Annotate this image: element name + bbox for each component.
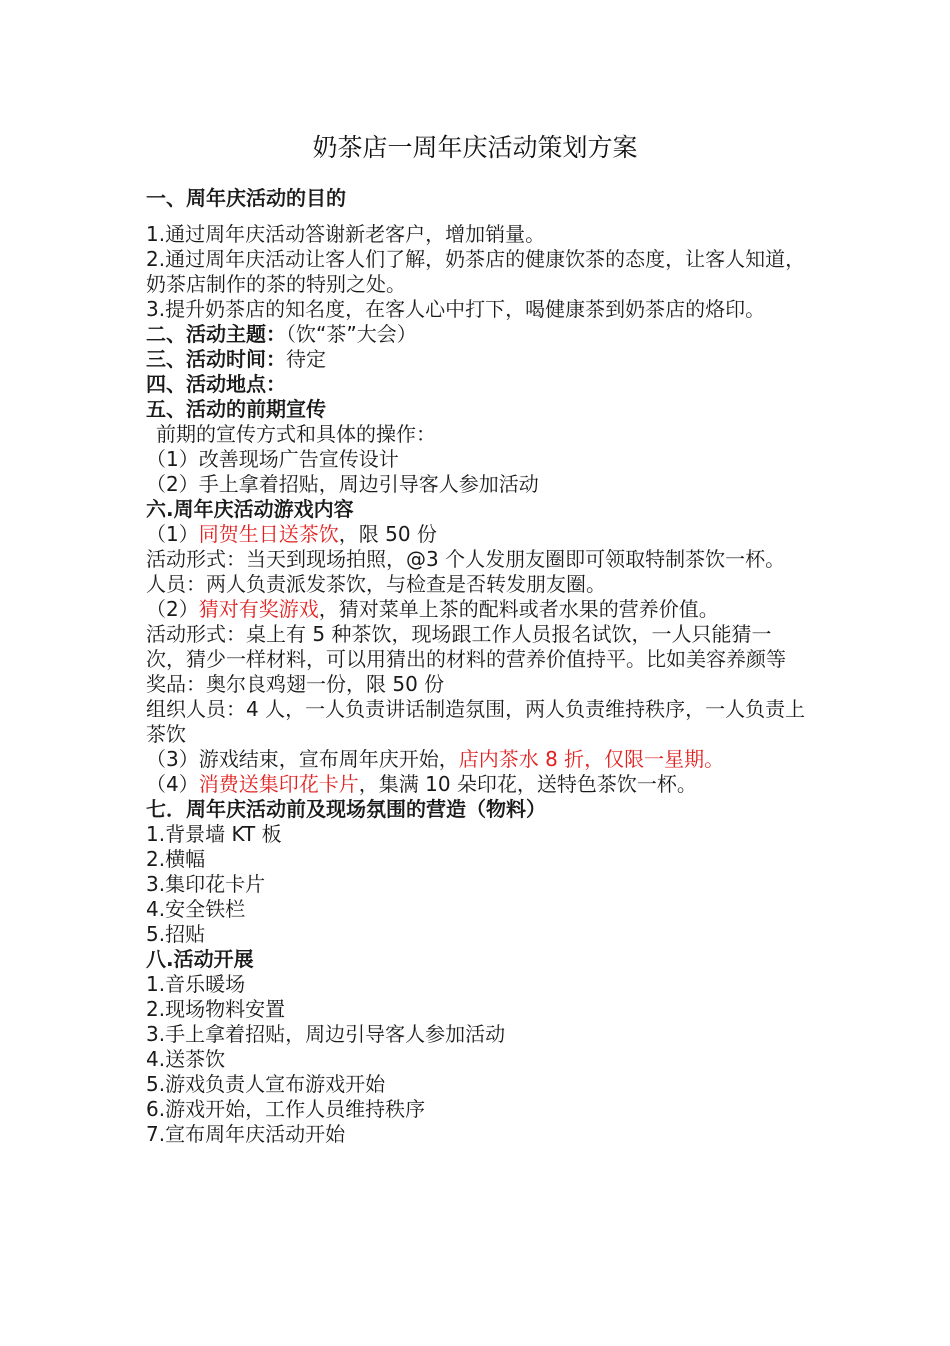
section-1-item: 2.通过周年庆活动让客人们了解，奶茶店的健康饮茶的态度，让客人知道，奶茶店制作的茶的特别之处。: [146, 247, 806, 296]
game-1-suffix: ，限 50 份: [338, 522, 437, 546]
game-2-staff: 组织人员：4 人，一人负责讲话制造氛围，两人负责维持秩序，一人负责上茶饮: [146, 697, 806, 746]
game-3-highlight: 店内茶水 8 折，仅限一星期。: [458, 747, 725, 771]
game-2-prefix: （2）: [146, 597, 199, 621]
section-3-value: 待定: [286, 347, 326, 371]
game-1-prefix: （1）: [146, 522, 199, 546]
section-2-value: （饮“茶”大会）: [286, 322, 417, 346]
section-6-heading: 六.周年庆活动游戏内容: [146, 497, 354, 521]
game-1-form: 活动形式：当天到现场拍照，@3 个人发朋友圈即可领取特制茶饮一杯。: [146, 547, 786, 571]
section-8-item: 7.宣布周年庆活动开始: [146, 1122, 346, 1146]
section-5-heading: 五、活动的前期宣传: [146, 397, 326, 421]
section-1-item: 3.提升奶茶店的知名度，在客人心中打下，喝健康茶到奶茶店的烙印。: [146, 297, 766, 321]
section-7-item: 5.招贴: [146, 922, 206, 946]
document-title: 奶茶店一周年庆活动策划方案: [312, 133, 638, 162]
document-body: [146, 186, 811, 1147]
game-1-highlight: 同贺生日送茶饮: [198, 522, 339, 546]
section-5-intro: 前期的宣传方式和具体的操作：: [156, 422, 436, 446]
section-7-item: 4.安全铁栏: [146, 897, 246, 921]
section-1-item: 1.通过周年庆活动答谢新老客户，增加销量。: [146, 222, 546, 246]
section-7-item: 3.集印花卡片: [146, 872, 266, 896]
section-8-item: 6.游戏开始，工作人员维持秩序: [146, 1097, 426, 1121]
section-7-item: 1.背景墙 KT 板: [146, 822, 282, 846]
section-3-heading: 三、活动时间：: [146, 347, 286, 371]
section-4-heading: 四、活动地点：: [146, 372, 286, 396]
game-2-highlight: 猜对有奖游戏: [198, 597, 319, 621]
section-8-item: 5.游戏负责人宣布游戏开始: [146, 1072, 386, 1096]
section-2-heading: 二、活动主题：: [146, 322, 286, 346]
game-3-prefix: （3）游戏结束，宣布周年庆开始，: [146, 747, 459, 771]
section-3: [146, 347, 811, 372]
section-8-item: 1.音乐暖场: [146, 972, 246, 996]
section-8-item: 3.手上拿着招贴，周边引导客人参加活动: [146, 1022, 506, 1046]
section-5-item: （1）改善现场广告宣传设计: [146, 447, 399, 471]
game-1-staff: 人员：两人负责派发茶饮，与检查是否转发朋友圈。: [146, 572, 606, 596]
section-1-heading: 一、周年庆活动的目的: [146, 186, 346, 210]
section-2: [146, 322, 811, 347]
game-2-form: 活动形式：桌上有 5 种茶饮，现场跟工作人员报名试饮，一人只能猜一次，猜少一样材料，可以用猜出的材料的营养价值持平。比如美容养颜等: [146, 622, 786, 671]
section-8-heading: 八.活动开展: [146, 947, 254, 971]
game-1-title: [146, 522, 811, 547]
game-4-suffix: ，集满 10 朵印花，送特色茶饮一杯。: [358, 772, 697, 796]
section-5-item: （2）手上拿着招贴，周边引导客人参加活动: [146, 472, 539, 496]
game-2-title: [146, 597, 811, 622]
game-4-highlight: 消费送集印花卡片: [198, 772, 359, 796]
section-8-item: 4.送茶饮: [146, 1047, 226, 1071]
section-8-item: 2.现场物料安置: [146, 997, 286, 1021]
game-2-suffix: ，猜对菜单上茶的配料或者水果的营养价值。: [318, 597, 719, 621]
section-7-heading: 七．周年庆活动前及现场氛围的营造（物料）: [146, 797, 546, 821]
game-3: [146, 747, 811, 772]
section-7-item: 2.横幅: [146, 847, 206, 871]
game-2-prize: 奖品：奥尔良鸡翅一份，限 50 份: [146, 672, 445, 696]
game-4: [146, 772, 811, 797]
game-4-prefix: （4）: [146, 772, 199, 796]
